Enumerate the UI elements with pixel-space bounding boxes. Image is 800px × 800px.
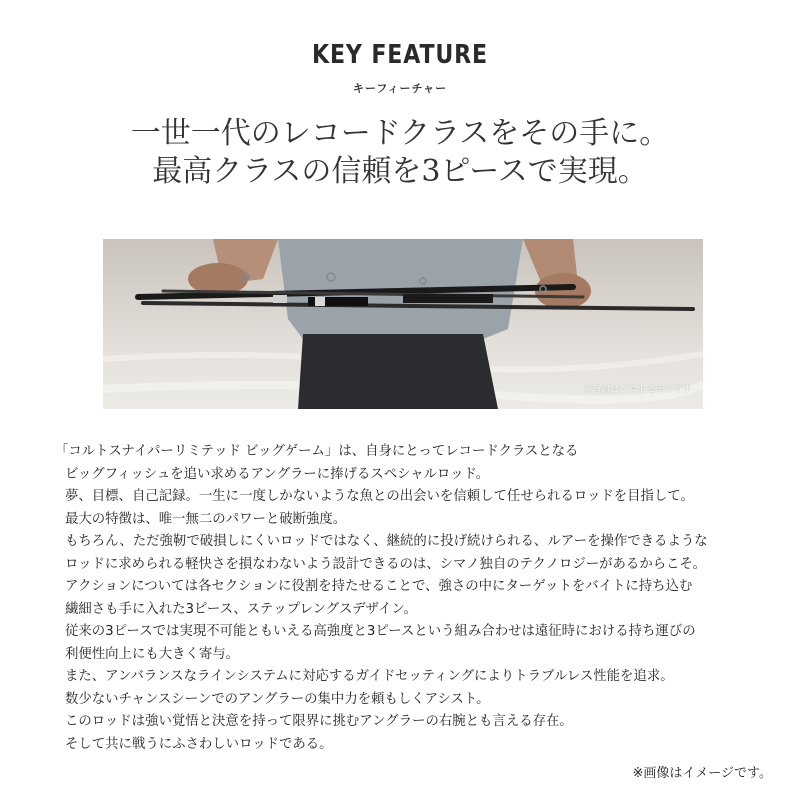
catchcopy (0, 115, 800, 191)
description-line: 数少ないチャンスシーンでのアングラーの集中力を頼もしくアシスト。 (65, 691, 490, 707)
description-line: 夢、目標、自己記録。一生に一度しかないような魚との出会いを信頼して任せられるロッドを目指して。 (65, 489, 694, 504)
description (55, 441, 775, 756)
description-line: 繊細さも手に入れた3ピース、ステップレングスデザイン。 (65, 601, 418, 617)
description-line: アクションについては各セクションに役割を持たせることで、強さの中にターゲットをバイトに持ち込む (65, 579, 693, 594)
description-line: 最大の特徴は、唯一無二のパワーと破断強度。 (65, 511, 347, 527)
description-line: また、アンバランスなラインシステムに対応するガイドセッティングによりトラブルレス性能を追求。 (65, 669, 674, 684)
image-disclaimer: ※画像はイメージです。 (632, 766, 772, 781)
description-line: そして共に戦うにふさわしいロッドである。 (65, 736, 333, 752)
catchcopy-line-1: 一世一代のレコードクラスをその手に。 (130, 116, 670, 151)
section-title: KEY FEATURE (311, 40, 488, 70)
photo-caption: ※写真はプロトモデルです (584, 385, 691, 395)
description-line: ロッドに求められる軽快さを損なわないよう設計できるのは、シマノ独自のテクノロジーがあるからこそ。 (65, 556, 707, 572)
description-line: 従来の3ピースでは実現不可能ともいえる高強度と3ピースという組み合わせは遠征時における持ち運びの (65, 624, 696, 639)
description-line: このロッドは強い覚悟と決意を持って限界に挑むアングラーの右腕とも言える存在。 (65, 714, 573, 729)
section-subtitle: キーフィーチャー (352, 82, 448, 95)
description-line: ビッグフィッシュを追い求めるアングラーに捧げるスペシャルロッド。 (65, 466, 490, 482)
description-line: 利便性向上にも大きく寄与。 (65, 646, 240, 662)
product-photo (103, 239, 703, 409)
description-line: 「コルトスナイパーリミテッド ビッグゲーム」は、自身にとってレコードクラスとなる (55, 444, 579, 459)
catchcopy-line-2: 最高クラスの信頼を3ピースで実現。 (152, 154, 648, 189)
description-line: もちろん、ただ強靭で破損しにくいロッドではなく、継続的に投げ続けられる、ルアーを操作できるような (65, 534, 708, 549)
